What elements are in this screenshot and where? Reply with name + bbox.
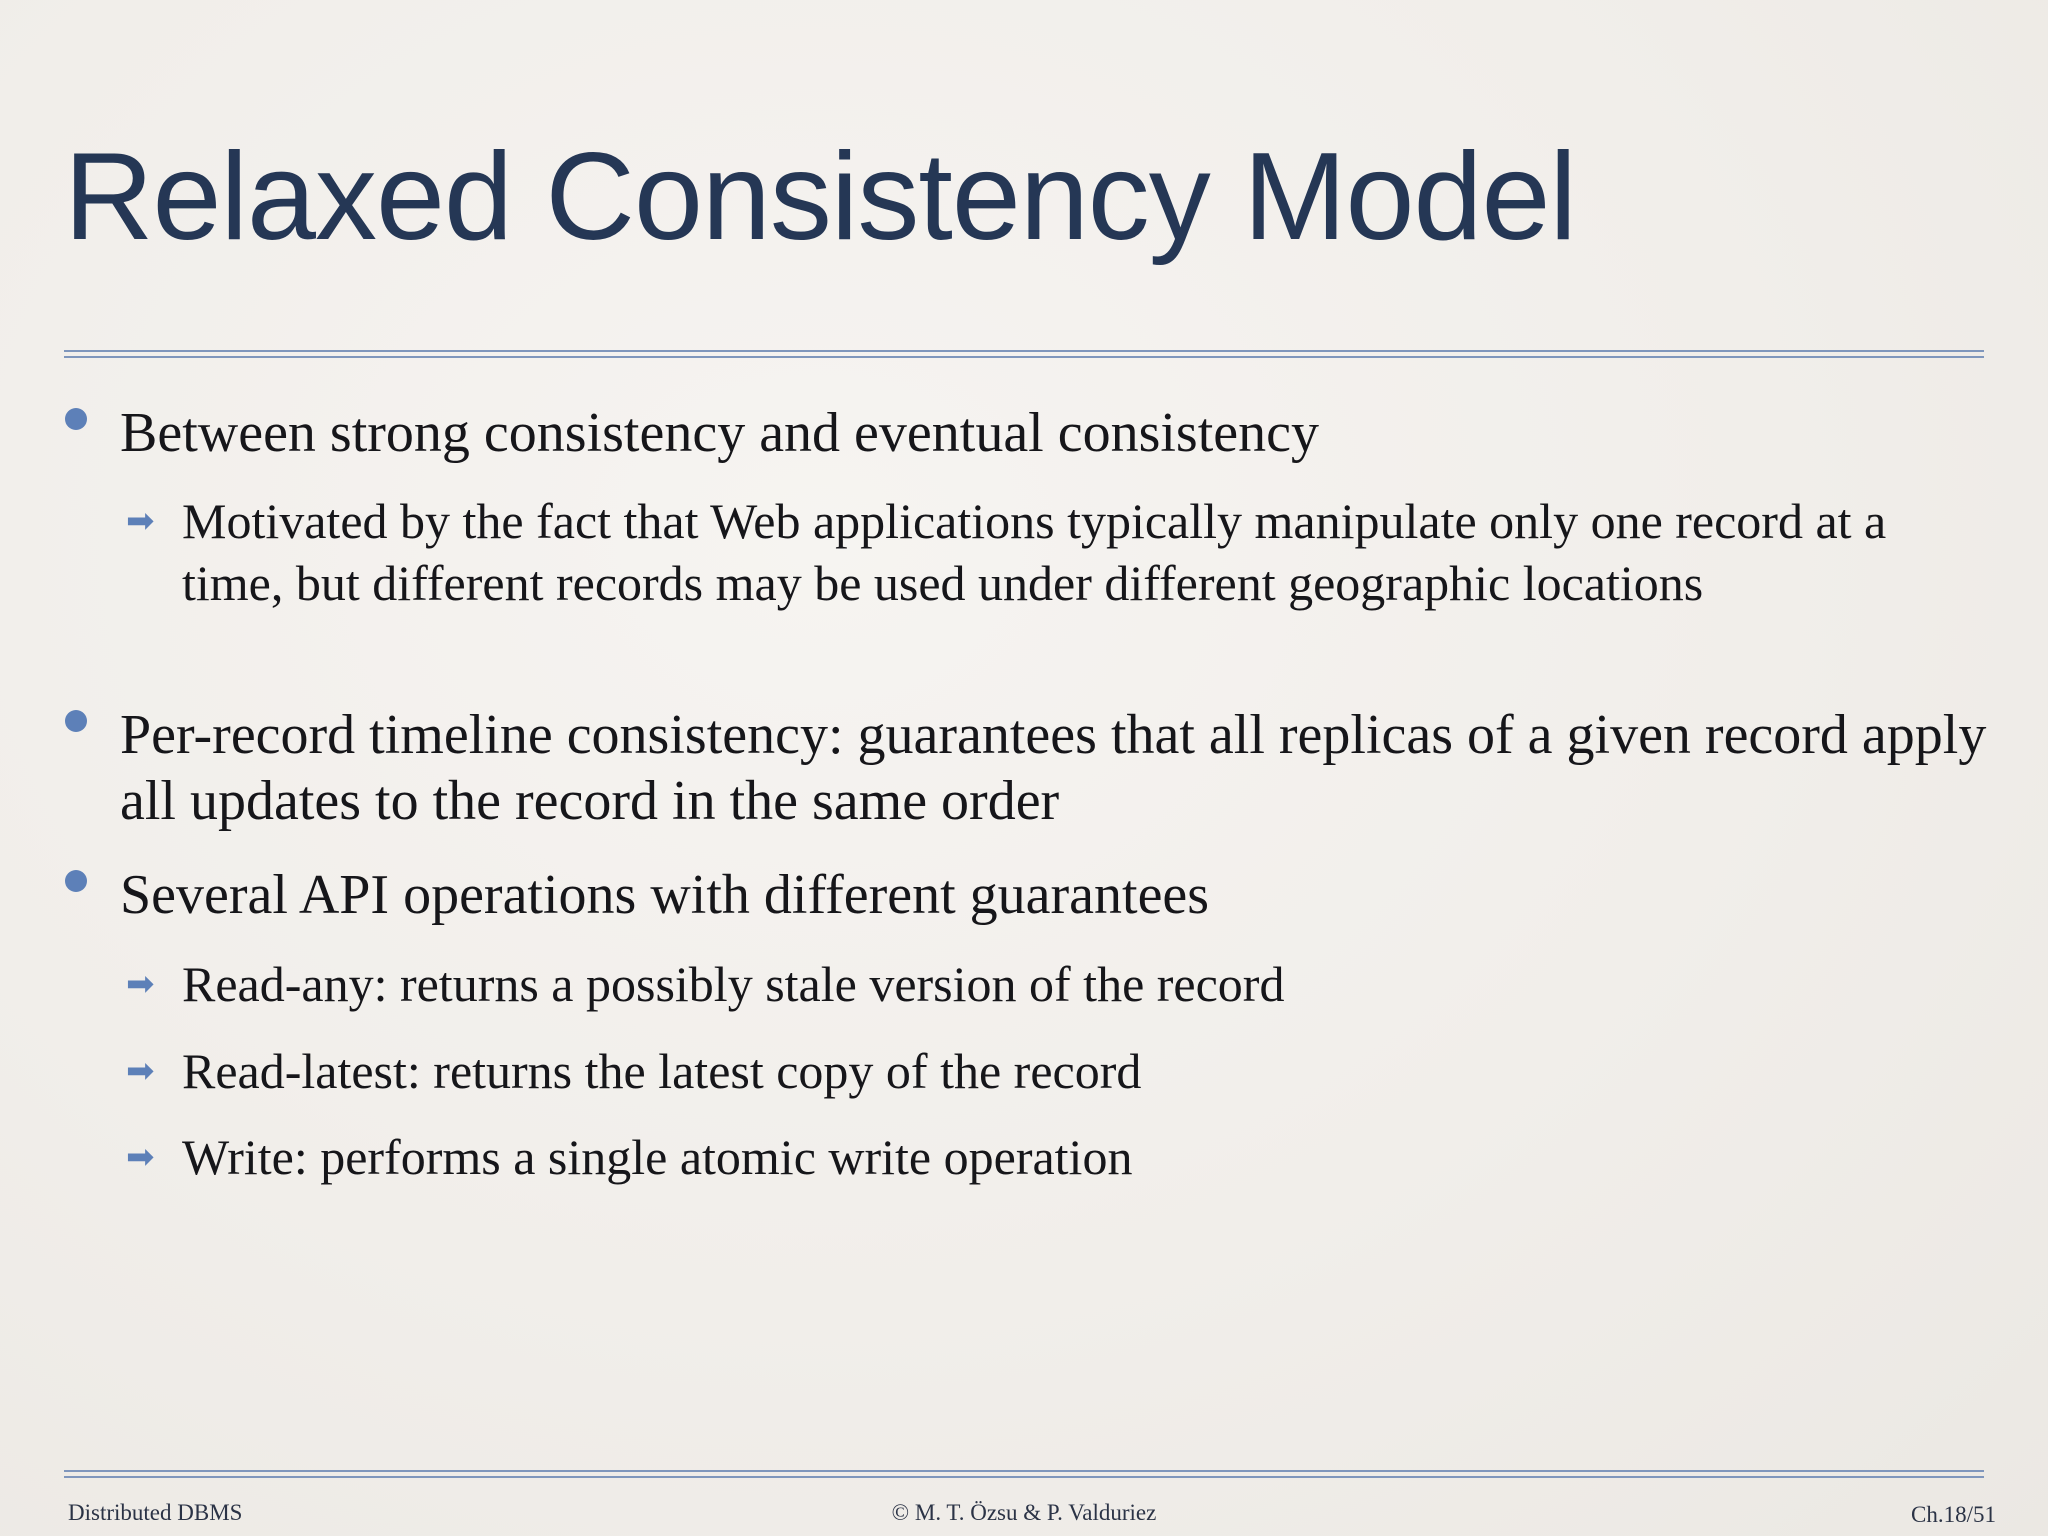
arrow-right-icon: ➡ <box>126 964 155 1004</box>
sub-bullet-text: Motivated by the fact that Web applications typically manipulate only one record at a time, but different records may be used under different geographic locations <box>182 493 1887 611</box>
slide-title: Relaxed Consistency Model <box>64 128 1576 266</box>
arrow-right-icon: ➡ <box>126 1137 155 1177</box>
arrow-right-icon: ➡ <box>126 501 155 541</box>
sub-bullet-text: Read-any: returns a possibly stale version of the record <box>182 956 1285 1012</box>
sub-bullet-text: Write: performs a single atomic write operation <box>182 1129 1133 1185</box>
title-divider <box>64 350 1984 358</box>
bullet-item <box>120 862 2000 928</box>
sub-bullet-text: Read-latest: returns the latest copy of the record <box>182 1043 1142 1099</box>
footer-course: Distributed DBMS <box>68 1500 243 1525</box>
bullet-dot-icon <box>65 870 87 892</box>
bullet-item <box>120 400 2000 466</box>
sub-bullet-item <box>126 1040 1982 1102</box>
sub-bullet-item <box>126 490 1982 614</box>
bullet-text: Per-record timeline consistency: guarantees that all replicas of a given record apply all updates to the record in the same order <box>120 704 1987 832</box>
sub-bullet-item <box>126 953 1982 1015</box>
arrow-right-icon: ➡ <box>126 1051 155 1091</box>
bullet-text: Several API operations with different guarantees <box>120 864 1210 926</box>
footer-divider <box>64 1470 1984 1478</box>
bullet-text: Between strong consistency and eventual consistency <box>120 402 1319 464</box>
footer-page-number: Ch.18/51 <box>1911 1502 1996 1527</box>
bullet-item <box>120 702 2000 834</box>
sub-bullet-item <box>126 1126 1982 1188</box>
footer-copyright: © M. T. Özsu & P. Valduriez <box>891 1500 1157 1525</box>
bullet-dot-icon <box>65 710 87 732</box>
bullet-dot-icon <box>65 408 87 430</box>
